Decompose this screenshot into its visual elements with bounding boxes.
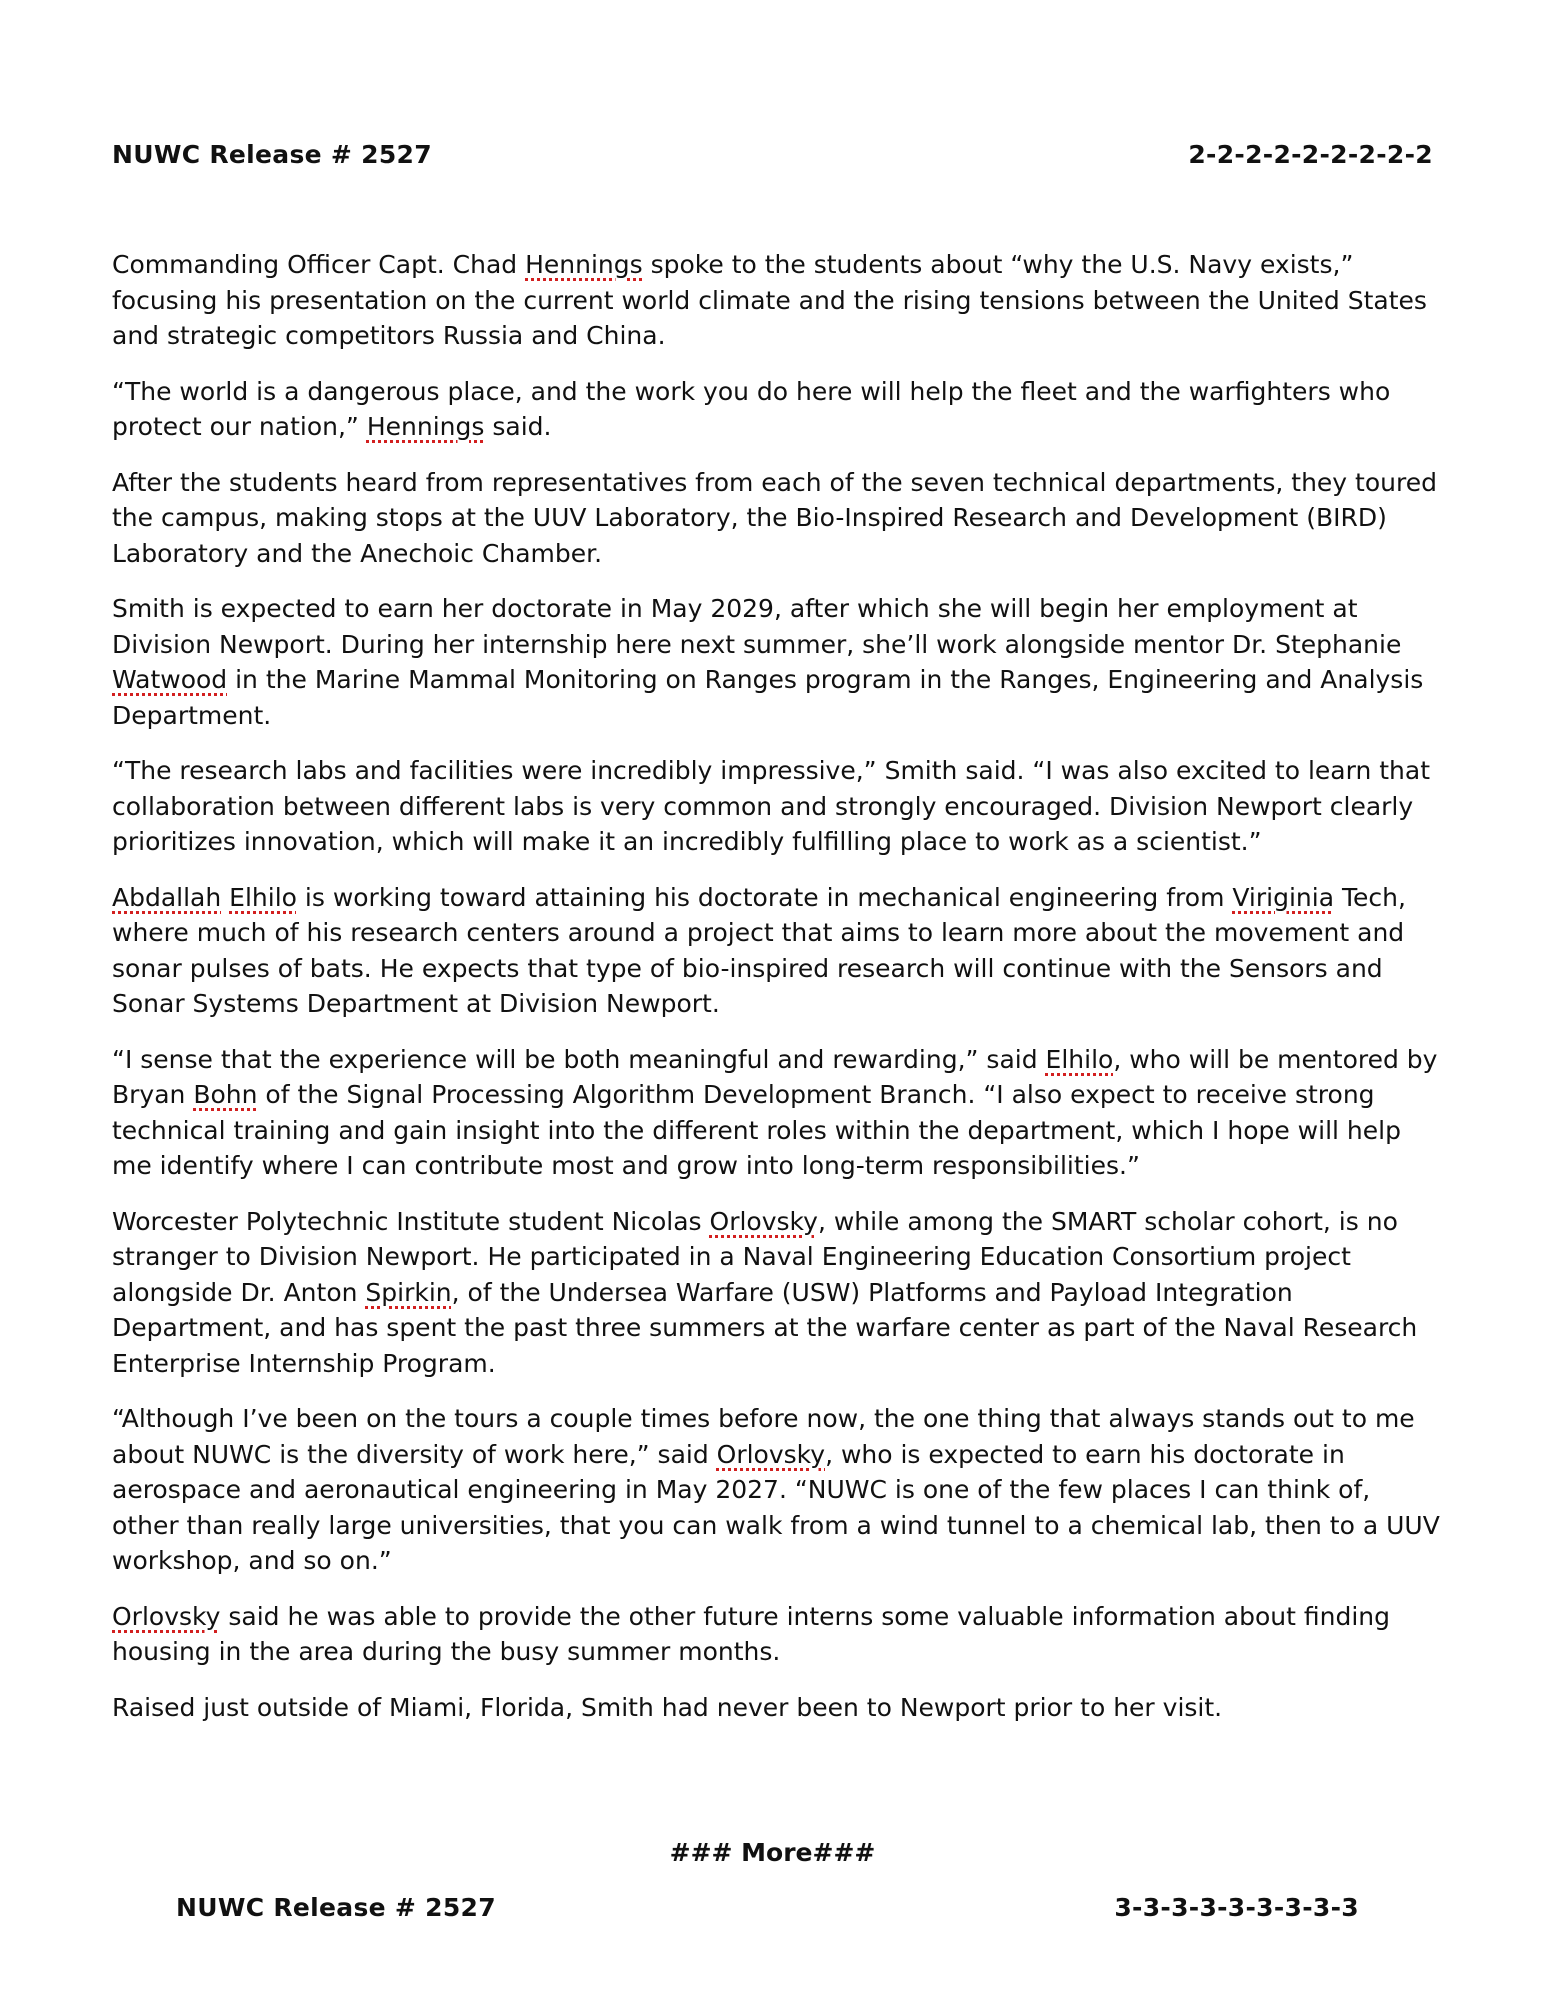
paragraph: “Although I’ve been on the tours a couple times before now, the one thing that always stands out to me about NUWC is the diversity of work here,” said Orlovsky, who is expected to earn his doctorate in aerospace and aeronautical engineering in May 2027. “NUWC is one of the few places I can think of, other than really large universities, that you can walk from a wind tunnel to a chemical lab, then to a UUV workshop, and so on.” [112,1404,1440,1575]
paragraph: “I sense that the experience will be both meaningful and rewarding,” said Elhilo, who will be mentored by Bryan Bohn of the Signal Processing Algorithm Development Branch. “I also expect to receive strong technical training and gain insight into the different roles within the department, which I hope will help me identify where I can contribute most and grow into long-term responsibilities.” [112,1044,1438,1180]
article-body [112,247,1442,1745]
spellcheck-word[interactable]: Bohn [193,1080,258,1109]
spellcheck-word[interactable]: Hennings [525,250,643,279]
paragraph: “The research labs and facilities were incredibly impressive,” Smith said. “I was also excited to learn that collaboration between different labs is very common and strongly encouraged. Division Newport clearly prioritizes innovation, which will make it an incredibly fulfilling place to work as a scientist.” [112,756,1431,856]
spellcheck-word[interactable]: Viriginia [1232,882,1335,912]
spellcheck-word[interactable]: Orlovsky [112,1601,221,1631]
spellcheck-word[interactable]: Abdallah [112,882,222,912]
spellcheck-word[interactable]: Orlovsky [716,1439,826,1469]
spellcheck-word[interactable]: Watwood [112,665,228,694]
paragraph: “The world is a dangerous place, and the work you do here will help the fleet and the warfighters who protect our nation,” Hennings said. [112,376,1391,441]
page-header [112,140,1433,169]
spellcheck-word[interactable]: Orlovsky [709,1206,818,1236]
page-footer [176,1893,1359,1922]
spellcheck-word[interactable]: Hennings [366,412,485,441]
next-page-marker: 3-3-3-3-3-3-3-3-3 [1114,1893,1359,1922]
page-marker: 2-2-2-2-2-2-2-2-2 [1188,140,1433,169]
release-number: NUWC Release # 2527 [112,140,432,169]
next-release-number: NUWC Release # 2527 [176,1893,496,1922]
paragraph: Orlovsky said he was able to provide the other future interns some valuable information about finding housing in the area during the busy summer months. [112,1601,1391,1666]
paragraph: Raised just outside of Miami, Florida, Smith had never been to Newport prior to her visit. [112,1692,1223,1722]
more-marker: ### More### [669,1838,876,1867]
paragraph: Worcester Polytechnic Institute student Nicolas Orlovsky, while among the SMART scholar cohort, is no stranger to Division Newport. He participated in a Naval Engineering Education Consortium project alongside Dr. Anton Spirkin, of the Undersea Warfare (USW) Platforms and Payload Integration Department, and has spent the past three summers at the warfare center as part of the Naval Research Enterprise Internship Program. [112,1206,1418,1378]
spellcheck-word[interactable]: Elhilo [1045,1044,1114,1074]
paragraph: After the students heard from representatives from each of the seven technical departments, they toured the campus, making stops at the UUV Laboratory, the Bio-Inspired Research and Development (BIRD) Laboratory and the Anechoic Chamber. [112,467,1437,568]
paragraph: Commanding Officer Capt. Chad Hennings spoke to the students about “why the U.S. Navy exists,” focusing his presentation on the current world climate and the rising tensions between the United States and strategic competitors Russia and China. [112,250,1427,350]
paragraph: Abdallah Elhilo is working toward attaining his doctorate in mechanical engineering from Viriginia Tech, where much of his research centers around a project that aims to learn more about the movement and sonar pulses of bats. He expects that type of bio-inspired research will continue with the Sensors and Sonar Systems Department at Division Newport. [112,882,1406,1018]
spellcheck-word[interactable]: Spirkin [365,1277,452,1307]
spellcheck-word[interactable]: Elhilo [229,882,297,912]
paragraph: Smith is expected to earn her doctorate in May 2029, after which she will begin her employment at Division Newport. During her internship here next summer, she’ll work alongside mentor Dr. Stephanie Watwood in the Marine Mammal Monitoring on Ranges program in the Ranges, Engineering and Analysis Department. [112,594,1424,730]
